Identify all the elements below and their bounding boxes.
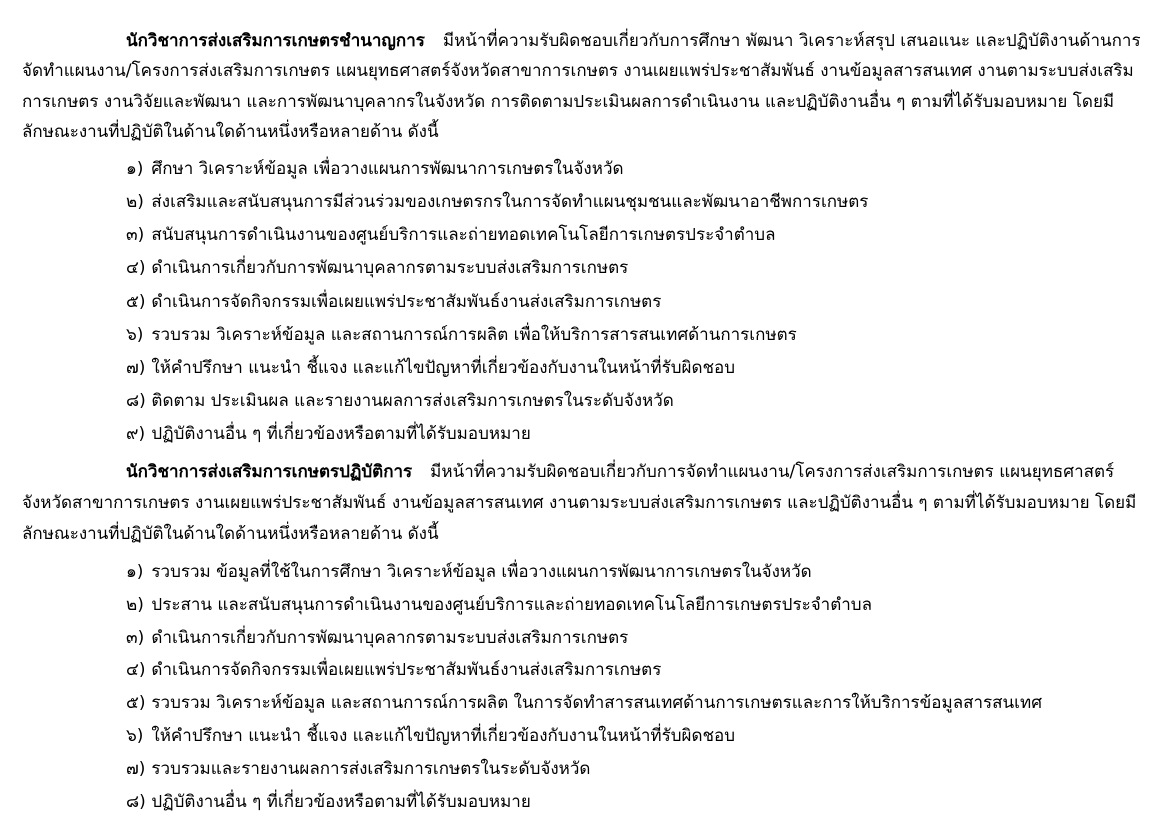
section-1-paragraph — [22, 26, 1148, 147]
list-item-text: ติดตาม ประเมินผล และรายงานผลการส่งเสริมการเกษตรในระดับจังหวัด — [151, 390, 674, 411]
list-item — [22, 352, 1148, 385]
list-item-number: ๓) — [126, 225, 145, 246]
job-description-section-1 — [22, 26, 1148, 451]
list-item-text: รวบรวม วิเคราะห์ข้อมูล และสถานการณ์การผลิต ในการจัดทำสารสนเทศด้านการเกษตรและการให้บริการข้อมูลสารสนเทศ — [151, 693, 1042, 714]
list-item — [22, 186, 1148, 219]
list-item — [22, 385, 1148, 418]
section-1-body: มีหน้าที่ความรับผิดชอบเกี่ยวกับการศึกษา พัฒนา วิเคราะห์สรุป เสนอแนะ และปฏิบัติงานด้านการจัดทำแผนงาน/โครงการส่งเสริมการเกษตร แผนยุทธศาสตร์จังหวัดสาขาการเกษตร งานเผยแพร่ประชาสัมพันธ์ งานข้อมูลสารสนเทศ งานตามระบบส่งเสริมการเกษตร งานวิจัยและพัฒนา และการพัฒนาบุคลากรในจังหวัด การติดตามประเมินผลการดำเนินงาน และปฏิบัติงานอื่น ๆ ตามที่ได้รับมอบหมาย โดยมีลักษณะงานที่ปฏิบัติในด้านใดด้านหนึ่งหรือหลายด้าน ดังนี้ — [22, 31, 1141, 142]
list-item-text: รวบรวม ข้อมูลที่ใช้ในการศึกษา วิเคราะห์ข้อมูล เพื่อวางแผนการพัฒนาการเกษตรในจังหวัด — [151, 562, 812, 583]
list-item-number: ๑) — [126, 159, 144, 179]
list-item-text: ให้คำปรึกษา แนะนำ ชี้แจง และแก้ไขปัญหาที่เกี่ยวข้องกับงานในหน้าที่รับผิดชอบ — [151, 726, 736, 747]
list-item-number: ๕) — [126, 693, 146, 714]
list-item-number: ๗) — [126, 357, 146, 378]
list-item-number: ๖) — [126, 726, 144, 747]
section-2-body: มีหน้าที่ความรับผิดชอบเกี่ยวกับการจัดทำแผนงาน/โครงการส่งเสริมการเกษตร แผนยุทธศาสตร์จังหวัดสาขาการเกษตร งานเผยแพร่ประชาสัมพันธ์ งานข้อมูลสารสนเทศ งานตามระบบส่งเสริมการเกษตร และปฏิบัติงานอื่น ๆ ตามที่ได้รับมอบหมาย โดยมีลักษณะงานที่ปฏิบัติในด้านใดด้านหนึ่งหรือหลายด้าน ดังนี้ — [22, 462, 1137, 545]
section-2-item-list — [22, 556, 1148, 818]
section-2-paragraph — [22, 457, 1148, 550]
list-item-text: ดำเนินการจัดกิจกรรมเพื่อเผยแพร่ประชาสัมพันธ์งานส่งเสริมการเกษตร — [151, 660, 662, 681]
section-2-title: นักวิชาการส่งเสริมการเกษตรปฏิบัติการ — [126, 462, 413, 483]
list-item-text: ศึกษา วิเคราะห์ข้อมูล เพื่อวางแผนการพัฒนาการเกษตรในจังหวัด — [151, 159, 624, 179]
list-item-number: ๖) — [126, 324, 144, 345]
list-item — [22, 720, 1148, 753]
list-item-number: ๔) — [126, 660, 146, 681]
list-item-text: ให้คำปรึกษา แนะนำ ชี้แจง และแก้ไขปัญหาที่เกี่ยวข้องกับงานในหน้าที่รับผิดชอบ — [151, 357, 736, 378]
list-item-number: ๒) — [126, 594, 144, 615]
list-item-text: สนับสนุนการดำเนินงานของศูนย์บริการและถ่ายทอดเทคโนโลยีการเกษตรประจำตำบล — [151, 225, 776, 246]
list-item-number: ๓) — [126, 627, 145, 648]
list-item-number: ๒) — [126, 192, 144, 213]
list-item-text: ประสาน และสนับสนุนการดำเนินงานของศูนย์บริการและถ่ายทอดเทคโนโลยีการเกษตรประจำตำบล — [151, 594, 873, 615]
list-item-number: ๑) — [126, 562, 144, 583]
list-item-text: ส่งเสริมและสนับสนุนการมีส่วนร่วมของเกษตรกรในการจัดทำแผนชุมชนและพัฒนาอาชีพการเกษตร — [151, 192, 869, 213]
section-1-title: นักวิชาการส่งเสริมการเกษตรชำนาญการ — [126, 31, 425, 51]
list-item — [22, 622, 1148, 655]
list-item — [22, 556, 1148, 589]
list-item-number: ๘) — [126, 791, 146, 812]
list-item-text: ดำเนินการจัดกิจกรรมเพื่อเผยแพร่ประชาสัมพันธ์งานส่งเสริมการเกษตร — [151, 291, 662, 312]
list-item — [22, 418, 1148, 451]
list-item-text: รวบรวม วิเคราะห์ข้อมูล และสถานการณ์การผลิต เพื่อให้บริการสารสนเทศด้านการเกษตร — [151, 324, 797, 345]
list-item — [22, 219, 1148, 252]
list-item — [22, 319, 1148, 352]
list-item-text: ปฏิบัติงานอื่น ๆ ที่เกี่ยวข้องหรือตามที่ได้รับมอบหมาย — [151, 791, 531, 812]
list-item-number: ๘) — [126, 390, 146, 411]
list-item-text: รวบรวมและรายงานผลการส่งเสริมการเกษตรในระดับจังหวัด — [151, 758, 591, 779]
list-item — [22, 153, 1148, 186]
list-item — [22, 589, 1148, 622]
list-item-text: ดำเนินการเกี่ยวกับการพัฒนาบุคลากรตามระบบส่งเสริมการเกษตร — [151, 258, 629, 279]
list-item — [22, 654, 1148, 687]
list-item — [22, 753, 1148, 786]
job-description-section-2 — [22, 457, 1148, 818]
list-item-number: ๙) — [126, 424, 146, 445]
section-1-item-list — [22, 153, 1148, 451]
list-item — [22, 786, 1148, 818]
list-item-text: ปฏิบัติงานอื่น ๆ ที่เกี่ยวข้องหรือตามที่ได้รับมอบหมาย — [151, 424, 531, 445]
list-item — [22, 687, 1148, 720]
list-item-number: ๔) — [126, 258, 146, 279]
list-item-text: ดำเนินการเกี่ยวกับการพัฒนาบุคลากรตามระบบส่งเสริมการเกษตร — [151, 627, 629, 648]
list-item-number: ๗) — [126, 758, 146, 779]
list-item — [22, 286, 1148, 319]
list-item — [22, 252, 1148, 285]
list-item-number: ๕) — [126, 291, 146, 312]
